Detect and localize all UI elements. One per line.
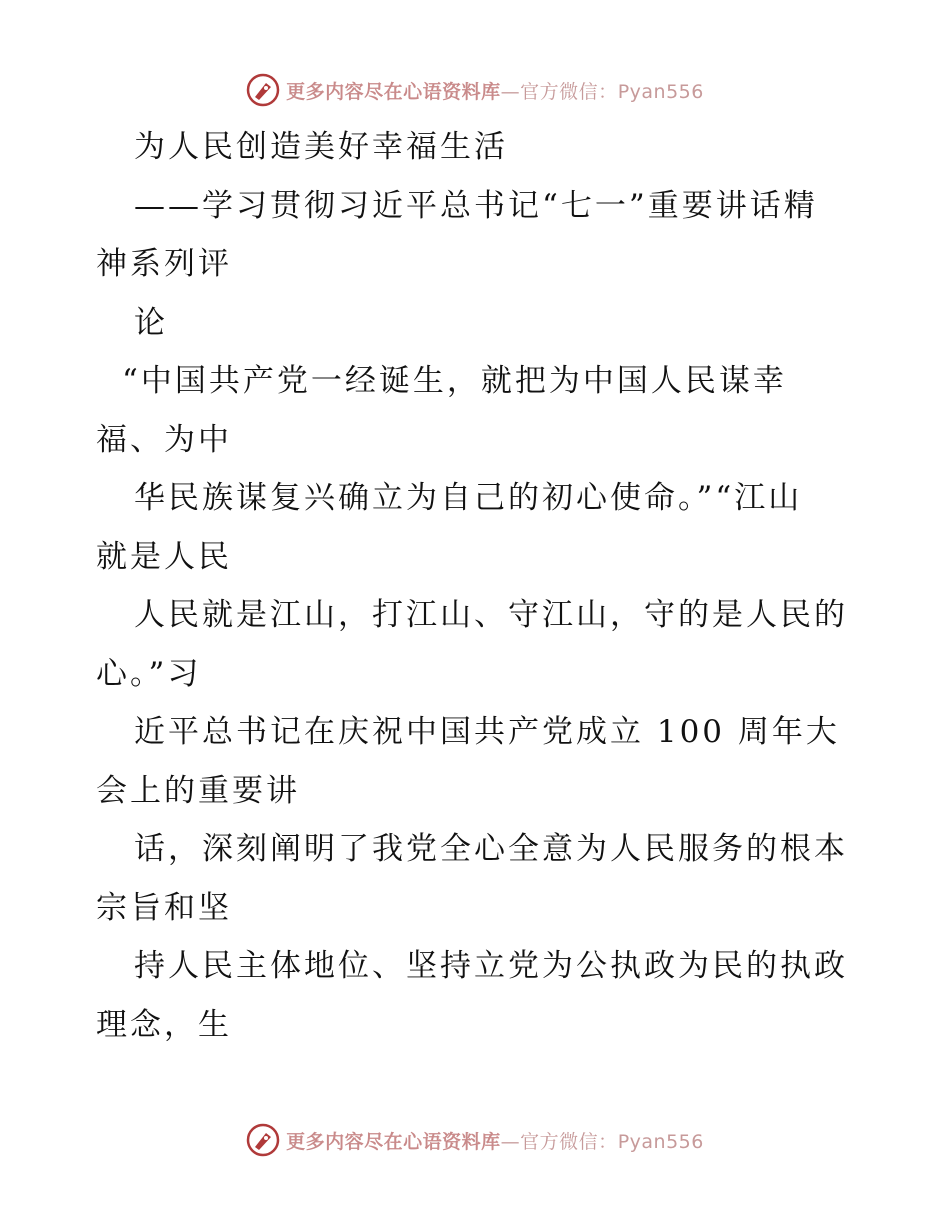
watermark-wechat-id: Pyan556	[617, 1130, 704, 1153]
document-subtitle-line: 神系列评	[96, 246, 232, 282]
watermark-wechat-label: 官方微信：	[520, 80, 618, 103]
paragraph-line: 福、为中	[96, 421, 232, 458]
pen-nib-circle-icon	[246, 73, 280, 107]
watermark-text	[286, 1127, 704, 1154]
paragraph-line: 会上的重要讲	[96, 772, 300, 809]
watermark-brand: 更多内容尽在心语资料库	[286, 1130, 501, 1153]
paragraph-line: “中国共产党一经诞生，就把为中国人民谋幸	[122, 363, 787, 399]
pen-nib-circle-icon	[246, 1123, 280, 1157]
footer-watermark	[0, 1120, 950, 1160]
document-title: 为人民创造美好幸福生活	[134, 129, 508, 165]
watermark-separator: —	[500, 1130, 521, 1153]
paragraph-line: 心。”习	[96, 655, 202, 692]
watermark-wechat-label: 官方微信：	[520, 1130, 618, 1153]
paragraph-line: 华民族谋复兴确立为自己的初心使命。”“江山	[134, 480, 803, 516]
paragraph-line: 近平总书记在庆祝中国共产党成立 100 周年大	[134, 714, 840, 750]
paragraph-line: 持人民主体地位、坚持立党为公执政为民的执政	[134, 948, 848, 984]
watermark-wechat-id: Pyan556	[617, 80, 704, 103]
paragraph-line: 话，深刻阐明了我党全心全意为人民服务的根本	[134, 831, 848, 867]
paragraph-line: 理念，生	[96, 1006, 232, 1043]
header-watermark	[0, 70, 950, 110]
paragraph-line: 就是人民	[96, 538, 232, 575]
document-body	[96, 118, 866, 1054]
paragraph-line: 宗旨和坚	[96, 889, 232, 926]
watermark-brand: 更多内容尽在心语资料库	[286, 80, 501, 103]
document-subtitle-line: ——学习贯彻习近平总书记“七一”重要讲话精	[134, 187, 818, 224]
document-subtitle-line: 论	[134, 304, 168, 341]
watermark-text	[286, 77, 704, 104]
watermark-separator: —	[500, 80, 521, 103]
paragraph-line: 人民就是江山，打江山、守江山，守的是人民的	[134, 597, 848, 633]
